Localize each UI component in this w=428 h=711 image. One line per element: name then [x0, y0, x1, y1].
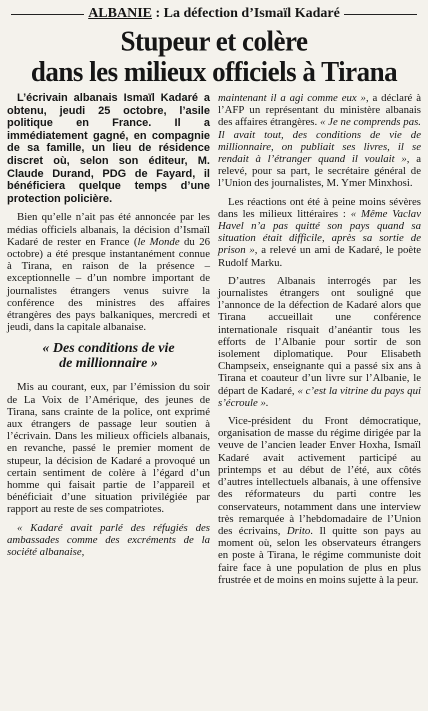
kicker-row — [7, 4, 421, 24]
kicker-rule-left — [11, 14, 84, 15]
right-column — [218, 92, 421, 592]
lead-paragraph: L’écrivain albanais Ismaïl Kadaré a obtenu, jeudi 25 octobre, l’asile politique en France. Il a immédiatement gagné, en compagnie de sa famille, un lieu de résidence discret où, selon son éditeur, M. Claude Durand, PDG de Fayard, il bénéficiera quelque temps d’une protection policière. — [7, 92, 210, 205]
headline — [7, 27, 421, 88]
left-paragraph-2: Bien qu’elle n’ait pas été annoncée par les médias officiels albanais, la décision d’Ismaïl Kadaré de rester en France (le Monde du 26 octobre) a été presque instantanément connue à Tirana, en raison de la présence – exceptionnelle – d’un nombre important de journalistes étrangers venus suivre la conférence des ministres des affaires étrangères des pays balkaniques, mercredi et jeudi, dans la capitale albanaise. — [7, 211, 210, 334]
right-paragraph-2: Les réactions ont été à peine moins sévères dans les milieux littéraires : « Même Vaclav Havel n’a pas quitté son pays quand sa situation était difficile, après sa sortie de prison », a relevé un ami de Kadaré, le poète Rudolf Marku. — [218, 195, 421, 269]
left-column — [7, 92, 210, 592]
kicker — [88, 6, 340, 22]
left-paragraph-4: « Kadaré avait parlé des réfugiés des ambassades comme des excréments de la société albanaise, — [7, 521, 210, 559]
article-body — [7, 92, 421, 592]
right-paragraph-1: maintenant il a agi comme eux », a déclaré à l’AFP un représentant du ministère albanais des affaires étrangères. « Je ne comprends pas. Il avait tout, des conditions de vie de millionnaire, on publiait ses livres, il se rendait à l’étranger quand il voulait », a relevé, pour sa part, le secrétaire général de l’Union des journalistes, M. Ymer Minxhosi. — [218, 92, 422, 190]
right-paragraph-4: Vice-président du Front démocratique, organisation de masse du régime dirigée par la veuve de l’ancien leader Enver Hoxha, Ismaïl Kadaré avait activement participé au printemps et au début de l’été, aux côtés d’autres intellectuels albanais, à une offensive des réformateurs du parti contre les conservateurs, notamment dans une interview très remarquée à l’hebdomadaire de l’Union des écrivains, Drito. Il quitte son pays au moment où, selon les observateurs étrangers en poste à Tirana, le régime communiste doit faire face à une population de plus en plus frustrée et de moins en moins sujette à la peur. — [218, 415, 421, 586]
subheading: « Des conditions de vie de millionnaire » — [42, 341, 175, 372]
left-paragraph-3: Mis au courant, eux, par l’émission du soir de La Voix de l’Amérique, des jeunes de Tirana, sans crainte de la police, ont exprimé aux étrangers de passage leur soutien à l’écrivain. Dans les milieux officiels albanais, en revanche, passé le premier moment de stupeur, la décision de Kadaré a provoqué un certain sentiment de colère à l’égard d’un homme qui faisait partie de l’appareil et bénéficiait d’une situation privilégiée par rapport au reste de ses compatriotes. — [7, 381, 210, 516]
kicker-rule-right — [344, 14, 417, 15]
headline-line-2: dans les milieux officiels à Tirana — [30, 55, 398, 88]
kicker-topic: : La défection d’Ismaïl Kadaré — [151, 6, 340, 21]
headline-line-1: Stupeur et colère — [120, 25, 308, 57]
right-paragraph-3: D’autres Albanais interrogés par les journalistes étrangers ont souligné que l’annonce de la défection de Kadaré alors que Tirana accueillait une conférence internationale risquait d’anéantir tous les efforts de l’Albanie pour sortir de son isolement diplomatique. Pour Elisabeth Champseix, enseignante qui a passé six ans à Tirana et coauteur d’un livre sur l’Albanie, le départ de Kadaré, « c’est la vitrine du pays qui s’écroule ». — [218, 274, 421, 409]
kicker-country: ALBANIE — [88, 6, 152, 21]
